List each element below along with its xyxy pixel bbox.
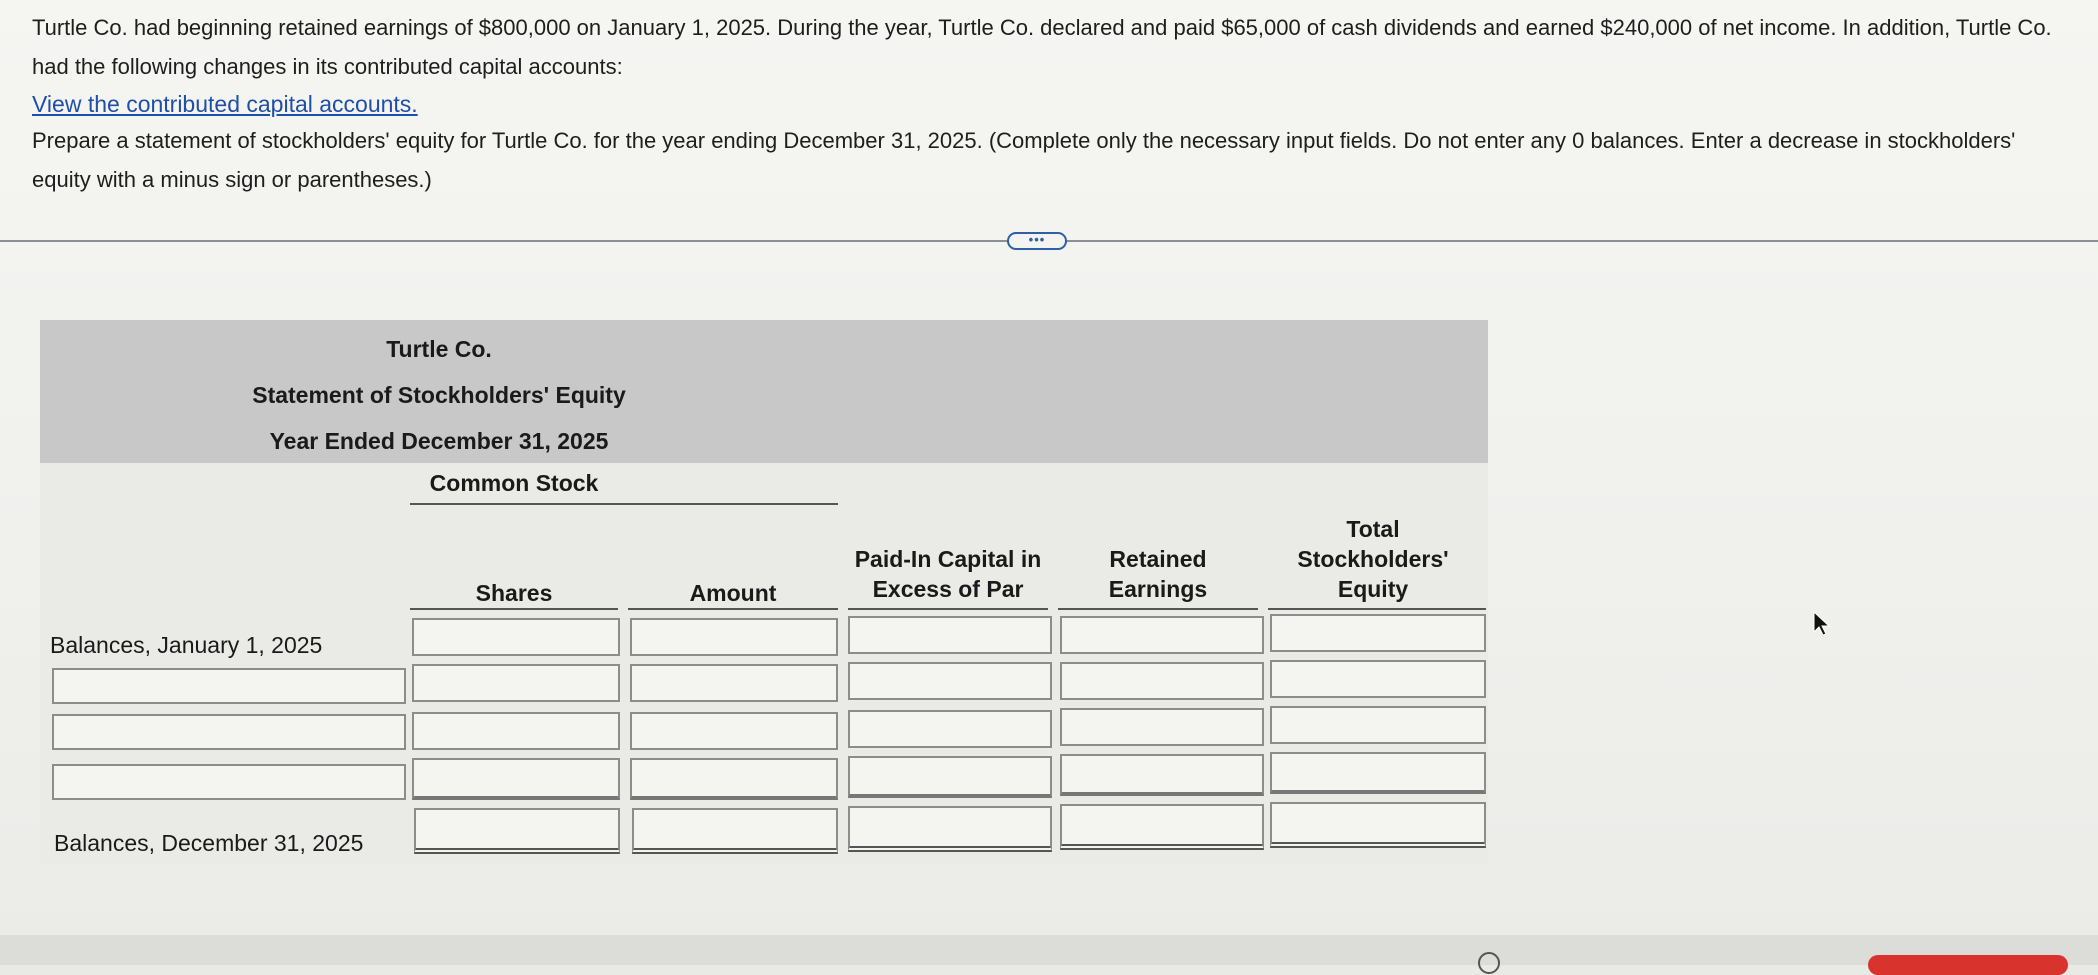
ending-total-input[interactable]: [1270, 802, 1486, 848]
ending-paid-in-input[interactable]: [848, 806, 1052, 852]
total-underline: [1268, 608, 1486, 610]
expand-more-button[interactable]: [1007, 232, 1067, 250]
row3-retained-input[interactable]: [1060, 708, 1264, 746]
common-stock-underline: [410, 503, 838, 505]
row2-shares-input[interactable]: [412, 664, 620, 702]
beginning-paid-in-input[interactable]: [848, 616, 1052, 654]
row3-paid-in-input[interactable]: [848, 710, 1052, 748]
company-name: Turtle Co.: [386, 336, 492, 362]
col-header-shares: Shares: [475, 580, 553, 606]
row3-shares-input[interactable]: [412, 712, 620, 750]
beginning-total-input[interactable]: [1270, 614, 1486, 652]
row2-amount-input[interactable]: [630, 664, 838, 702]
problem-paragraph-1: Turtle Co. had beginning retained earnings of $800,000 on January 1, 2025. During the year, Turtle Co. declared and paid $65,000 of cash dividends and earned $240,000 of net income. In addition, Turtle Co. had the following changes in its contributed capital accounts:: [32, 15, 2052, 79]
cursor-icon: [1812, 610, 1832, 636]
view-contributed-capital-link[interactable]: View the contributed capital accounts.: [32, 91, 418, 117]
common-stock-group-header: Common Stock: [429, 470, 599, 496]
col-header-total-equity: Total Stockholders' Equity: [1297, 516, 1449, 602]
row4-paid-in-input[interactable]: [848, 756, 1052, 798]
shares-underline: [410, 608, 618, 610]
row4-label-input[interactable]: [52, 764, 406, 800]
row2-paid-in-input[interactable]: [848, 662, 1052, 700]
row4-retained-input[interactable]: [1060, 754, 1264, 796]
beginning-amount-input[interactable]: [630, 618, 838, 656]
more-icon: •••: [1028, 232, 1046, 247]
row2-total-input[interactable]: [1270, 660, 1486, 698]
bottom-action-button[interactable]: [1868, 955, 2068, 975]
row-label-beginning: Balances, January 1, 2025: [50, 632, 323, 658]
problem-paragraph-2: Prepare a statement of stockholders' equity for Turtle Co. for the year ending December 31, 2025. (Complete only the necessary input fields. Do not enter any 0 balances. Enter a decrease in stockholders' equity with a minus sign or parentheses.): [32, 128, 2016, 192]
row3-label-input[interactable]: [52, 714, 406, 750]
help-circle-icon[interactable]: [1478, 952, 1500, 974]
ending-retained-input[interactable]: [1060, 804, 1264, 850]
row-label-ending: Balances, December 31, 2025: [54, 830, 364, 856]
row2-retained-input[interactable]: [1060, 662, 1264, 700]
col-header-retained-earnings: Retained Earnings: [1108, 546, 1208, 602]
statement-period: Year Ended December 31, 2025: [269, 428, 609, 454]
col-header-paid-in-capital: Paid-In Capital in Excess of Par: [854, 546, 1042, 602]
paid-in-underline: [848, 608, 1048, 610]
row2-label-input[interactable]: [52, 668, 406, 704]
col-header-amount: Amount: [689, 580, 777, 606]
statement-title: Statement of Stockholders' Equity: [252, 382, 626, 408]
bottom-toolbar: [0, 935, 2098, 965]
row3-total-input[interactable]: [1270, 706, 1486, 744]
ending-amount-input[interactable]: [632, 808, 838, 854]
row3-amount-input[interactable]: [630, 712, 838, 750]
statement-table: [40, 320, 1488, 865]
row4-total-input[interactable]: [1270, 752, 1486, 794]
ending-shares-input[interactable]: [414, 808, 620, 854]
beginning-shares-input[interactable]: [412, 618, 620, 656]
amount-underline: [628, 608, 838, 610]
retained-underline: [1058, 608, 1258, 610]
row4-shares-input[interactable]: [412, 758, 620, 800]
beginning-retained-input[interactable]: [1060, 616, 1264, 654]
row4-amount-input[interactable]: [630, 758, 838, 800]
